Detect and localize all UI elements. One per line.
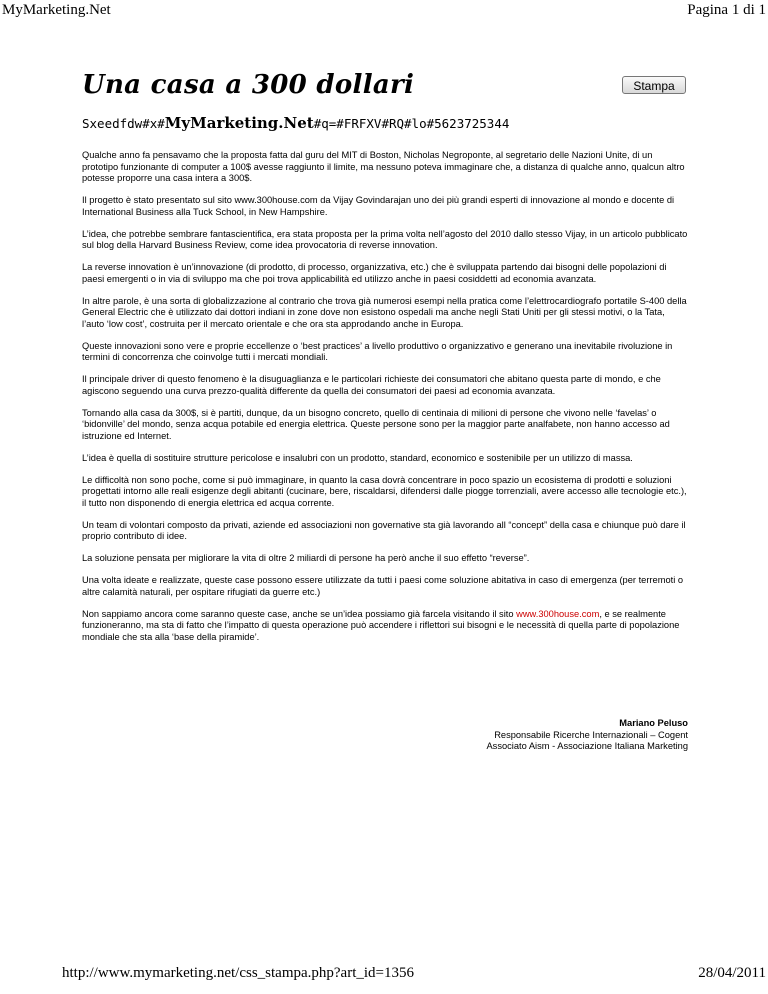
paragraph: La soluzione pensata per migliorare la vita di oltre 2 miliardi di persone ha però anche il suo effetto “reverse”. [82,553,530,563]
page-header-site: MyMarketing.Net [2,2,111,18]
article-body [82,150,688,654]
paragraph-with-link [82,609,688,644]
paragraph: Il progetto è stato presentato sul sito www.300house.com da Vijay Govindarajan uno dei più grandi esperti di innovazione al mondo e docente di International Business alla Tuck School, in New Hampshire. [82,195,675,217]
publication-brand: MyMarketing.Net [164,114,314,132]
publication-suffix: #q=#FRFXV#RQ#lo#5623725344 [313,116,510,131]
page-header-page-number: Pagina 1 di 1 [687,2,766,18]
page-footer-date: 28/04/2011 [698,965,766,981]
paragraph-text: Non sappiamo ancora come saranno queste case, anche se un’idea possiamo già farcela visitando il sito [82,608,517,619]
website-link[interactable]: www.300house.com [516,608,600,619]
paragraph: Queste innovazioni sono vere e proprie eccellenze o ‘best practices’ a livello produttivo o organizzativo e generano una inevitabile rivoluzione in termini di concorrenza che coinvolge tutti i mercati mondiali. [82,340,673,362]
print-button[interactable]: Stampa [622,76,686,94]
author-role: Responsabile Ricerche Internazionali – Cogent [494,729,688,740]
author-affiliation: Associato Aism - Associazione Italiana Marketing [486,741,688,751]
paragraph: L’idea è quella di sostituire strutture pericolose e insalubri con un prodotto, standard, economico e sostenibile per un utilizzo di massa. [82,452,633,463]
paragraph-text: , e se realmente funzioneranno, ma sta di fatto che l’impatto di questa operazione può accendere i riflettori sui bisogni e le necessità di quella parte di popolazione mondiale che sta alla ‘base della piramide’. [82,608,680,642]
author-signature [300,718,688,753]
paragraph: La reverse innovation è un’innovazione (di prodotto, di processo, organizzativa, etc.) che è sviluppata partendo dai bisogni delle popolazioni di paesi emergenti o in via di sviluppo ma che poi trova applicabilità ed utilizzo anche in paesi cosiddetti ad economia avanzata. [82,262,667,284]
paragraph: Una volta ideate e realizzate, queste case possono essere utilizzate da tutti i paesi come soluzione abitativa in caso di emergenza (per terremoti o altre calamità naturali, per ospitare rifugiati da guerre etc.) [82,575,684,597]
paragraph: L’idea, che potrebbe sembrare fantascientifica, era stata proposta per la prima volta nell’agosto del 2010 dallo stesso Vijay, in un articolo pubblicato sul blog della Harvard Business Review, come idea provocatoria di reverse innovation. [82,228,688,250]
paragraph: Il principale driver di questo fenomeno è la disuguaglianza e le particolari richieste dei consumatori che abitano questa parte di mondo, e che agiscono seguendo una curva prezzo-qualità differente da quella dei consumatori dei paesi ad economia avanzata. [82,374,661,396]
author-name: Mariano Peluso [619,718,688,728]
page-footer-url: http://www.mymarketing.net/css_stampa.php?art_id=1356 [62,965,415,981]
paragraph: Un team di volontari composto da privati, aziende ed associazioni non governative sta già lavorando all “concept” della casa e chiunque può dare il proprio contributo di idee. [82,519,686,541]
publication-prefix: Sxeedfdw#x# [82,116,165,131]
paragraph: Le difficoltà non sono poche, come si può immaginare, in quanto la casa dovrà concentrare in poco spazio un ecosistema di prodotti e soluzioni progettati intorno alle reali esigenze degli abitanti (cucinare, bere, riscaldarsi, difendersi dalle piogge torrenziali, avere accesso alle tecnologie etc.), il tutto non disponendo di energia elettrica ed acqua corrente. [82,474,687,508]
publication-line [82,114,509,132]
paragraph: Qualche anno fa pensavamo che la proposta fatta dal guru del MIT di Boston, Nicholas Negroponte, al segretario delle Nazioni Unite, di un prototipo funzionante di computer a 100$ avesse raggiunto il limite, ma nessuno poteva immaginare che, a distanza di qualche anno, qualcun altro potesse proporre una casa intera a 300$. [82,150,685,183]
article-title: Una casa a 300 dollari [82,70,415,100]
paragraph: Tornando alla casa da 300$, si è partiti, dunque, da un bisogno concreto, quello di centinaia di milioni di persone che vivono nelle ‘favelas’ o ‘bidonville’ del mondo, senza acqua potabile ed energia elettrica. Queste persone sono per la maggior parte analfabete, non hanno accesso ad istruzione ed Internet. [82,407,670,441]
paragraph: In altre parole, è una sorta di globalizzazione al contrario che trova già numerosi esempi nella pratica come l’elettrocardiografo portatile S-400 della General Electric che è utilizzato dai dottori indiani in zone dove non esistono ospedali ma anche negli Stati Uniti per gli stessi motivi, o la Tata, l’auto ‘low cost’, costruita per il mercato orientale e che ora sta approdando anche in Europa. [82,295,687,329]
